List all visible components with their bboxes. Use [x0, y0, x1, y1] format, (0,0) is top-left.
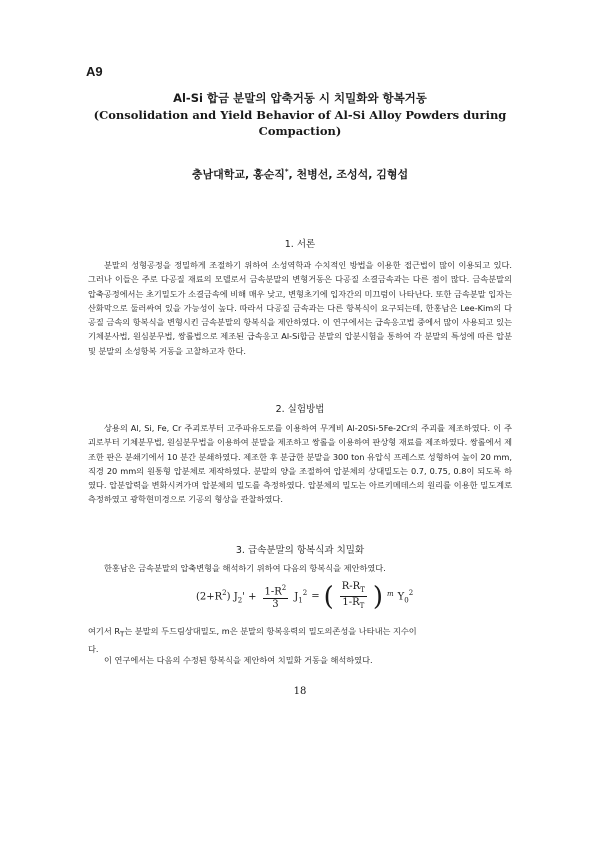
- eq-paren-open: (: [323, 581, 334, 612]
- section-paragraph-1: [88, 258, 512, 358]
- paragraph-text: 분말의 성형공정을 정밀하게 조절하기 위하여 소성역학과 수치적인 방법을 이용한 접근법이 많이 이용되고 있다. 그러나 이들은 주로 다공질 재료의 모델로서 금속분말의 변형거동은 다공질 소결금속과는 다른 점이 많다. 금속분말의 압축공정에서는 초기밀도가 소결금속에 비해 매우 낮고, 변형초기에 입자간의 미끄럼이 나타난다. 또한 금속분말 입자는 산화막으로 둘러싸여 있을 가능성이 높다. 따라서 다공질 금속과는 다른 항복식이 요구되는데, 한홍남은 Lee-Kim의 다공질 금속의 항복식을 변형시킨 금속분말의 항복식을 제안하였다. 이 연구에서는 급속응고법 중에서 많이 사용되고 있는 기체분사법, 원심분무법, 쌍롤법으로 제조된 급속응고 Al-Si합금 분말의 압분시험을 통하여 각 분말의 특성에 따른 압분 및 분말의 소성항복 거동을 고찰하고자 한다.: [88, 260, 512, 356]
- eq-fraction-2: $\frac{R-R_T}{1-R_T}$: [341, 581, 365, 610]
- title-english-line-1: (Consolidation and Yield Behavior of Al-Si Alloy Powders during: [93, 108, 507, 122]
- page-number: 18: [293, 686, 307, 697]
- section-paragraph-2: [88, 421, 512, 507]
- authors: [60, 166, 540, 182]
- title-english-line-2: Compaction): [258, 124, 342, 138]
- section-heading-3: 3. 급속분말의 항복식과 치밀화: [235, 545, 365, 556]
- yield-equation: [196, 581, 413, 612]
- corresponding-mark: *: [284, 167, 289, 176]
- eq-equals: =: [311, 591, 320, 602]
- equation-note: 여기서 RT는 분말의 두드림상대밀도, m은 분말의 항복응력의 밀도의존성을 나타내는 지수이 다.: [88, 626, 417, 654]
- paragraph-text: 상용의 Al, Si, Fe, Cr 주괴로부터 고주파유도로를 이용하여 무게비 Al-20Si-5Fe-2Cr의 주괴를 제조하였다. 이 주괴로부터 기체분무법, 원심분무법을 이용하여 분말을 제조하고 쌍롤을 이용하여 판상형 재료를 제조하였다. 쌍롤에서 제조한 판은 분쇄기에서 10 분간 분쇄하였다. 제조한 후 분급한 분말을 300 ton 유압식 프레스로 성형하여 높이 20 mm, 직경 20 mm의 원통형 압분체로 제작하였다. 분말의 양을 조절하여 압분체의 상대밀도는 0.7, 0.75, 0.8이 되도록 하였다. 압분압력을 변화시켜가며 압분체의 밀도를 측정하였다. 압분체의 밀도는 아르키메데스의 원리를 이용한 밀도계로 측정하였고 광학현미경으로 기공의 형상을 관찰하였다.: [88, 423, 512, 505]
- title-korean: Al-Si 합금 분말의 압축거동 시 치밀화와 항복거동: [173, 91, 427, 105]
- eq-paren-close: ): [372, 581, 384, 612]
- eq-j1: $J_1^2$: [294, 588, 308, 605]
- section-heading-2: 2. 실험방법: [275, 404, 325, 415]
- abstract-code: A9: [86, 64, 103, 79]
- title-block: [60, 90, 540, 139]
- eq-fraction-1: $\frac{1-R^2}{3}$: [264, 583, 287, 611]
- eq-exponent: m: [387, 589, 394, 598]
- section-heading-1: 1. 서론: [284, 239, 316, 250]
- eq-yield: $Y_0^2$: [397, 588, 414, 605]
- eq-lhs: $(2+R^2) J_2'$ +: [196, 588, 257, 605]
- paragraph-text: 한홍남은 금속분말의 압축변형을 해석하기 위하여 다음의 항복식을 제안하였다.: [104, 563, 386, 573]
- authors-first: 충남대학교, 홍순직: [191, 168, 285, 181]
- section-paragraph-3: [88, 561, 512, 575]
- closing-sentence: 이 연구에서는 다음의 수정된 항복식을 제안하여 치밀화 거동을 해석하였다.: [104, 655, 373, 665]
- authors-rest: , 천병선, 조성석, 김형섭: [288, 168, 409, 181]
